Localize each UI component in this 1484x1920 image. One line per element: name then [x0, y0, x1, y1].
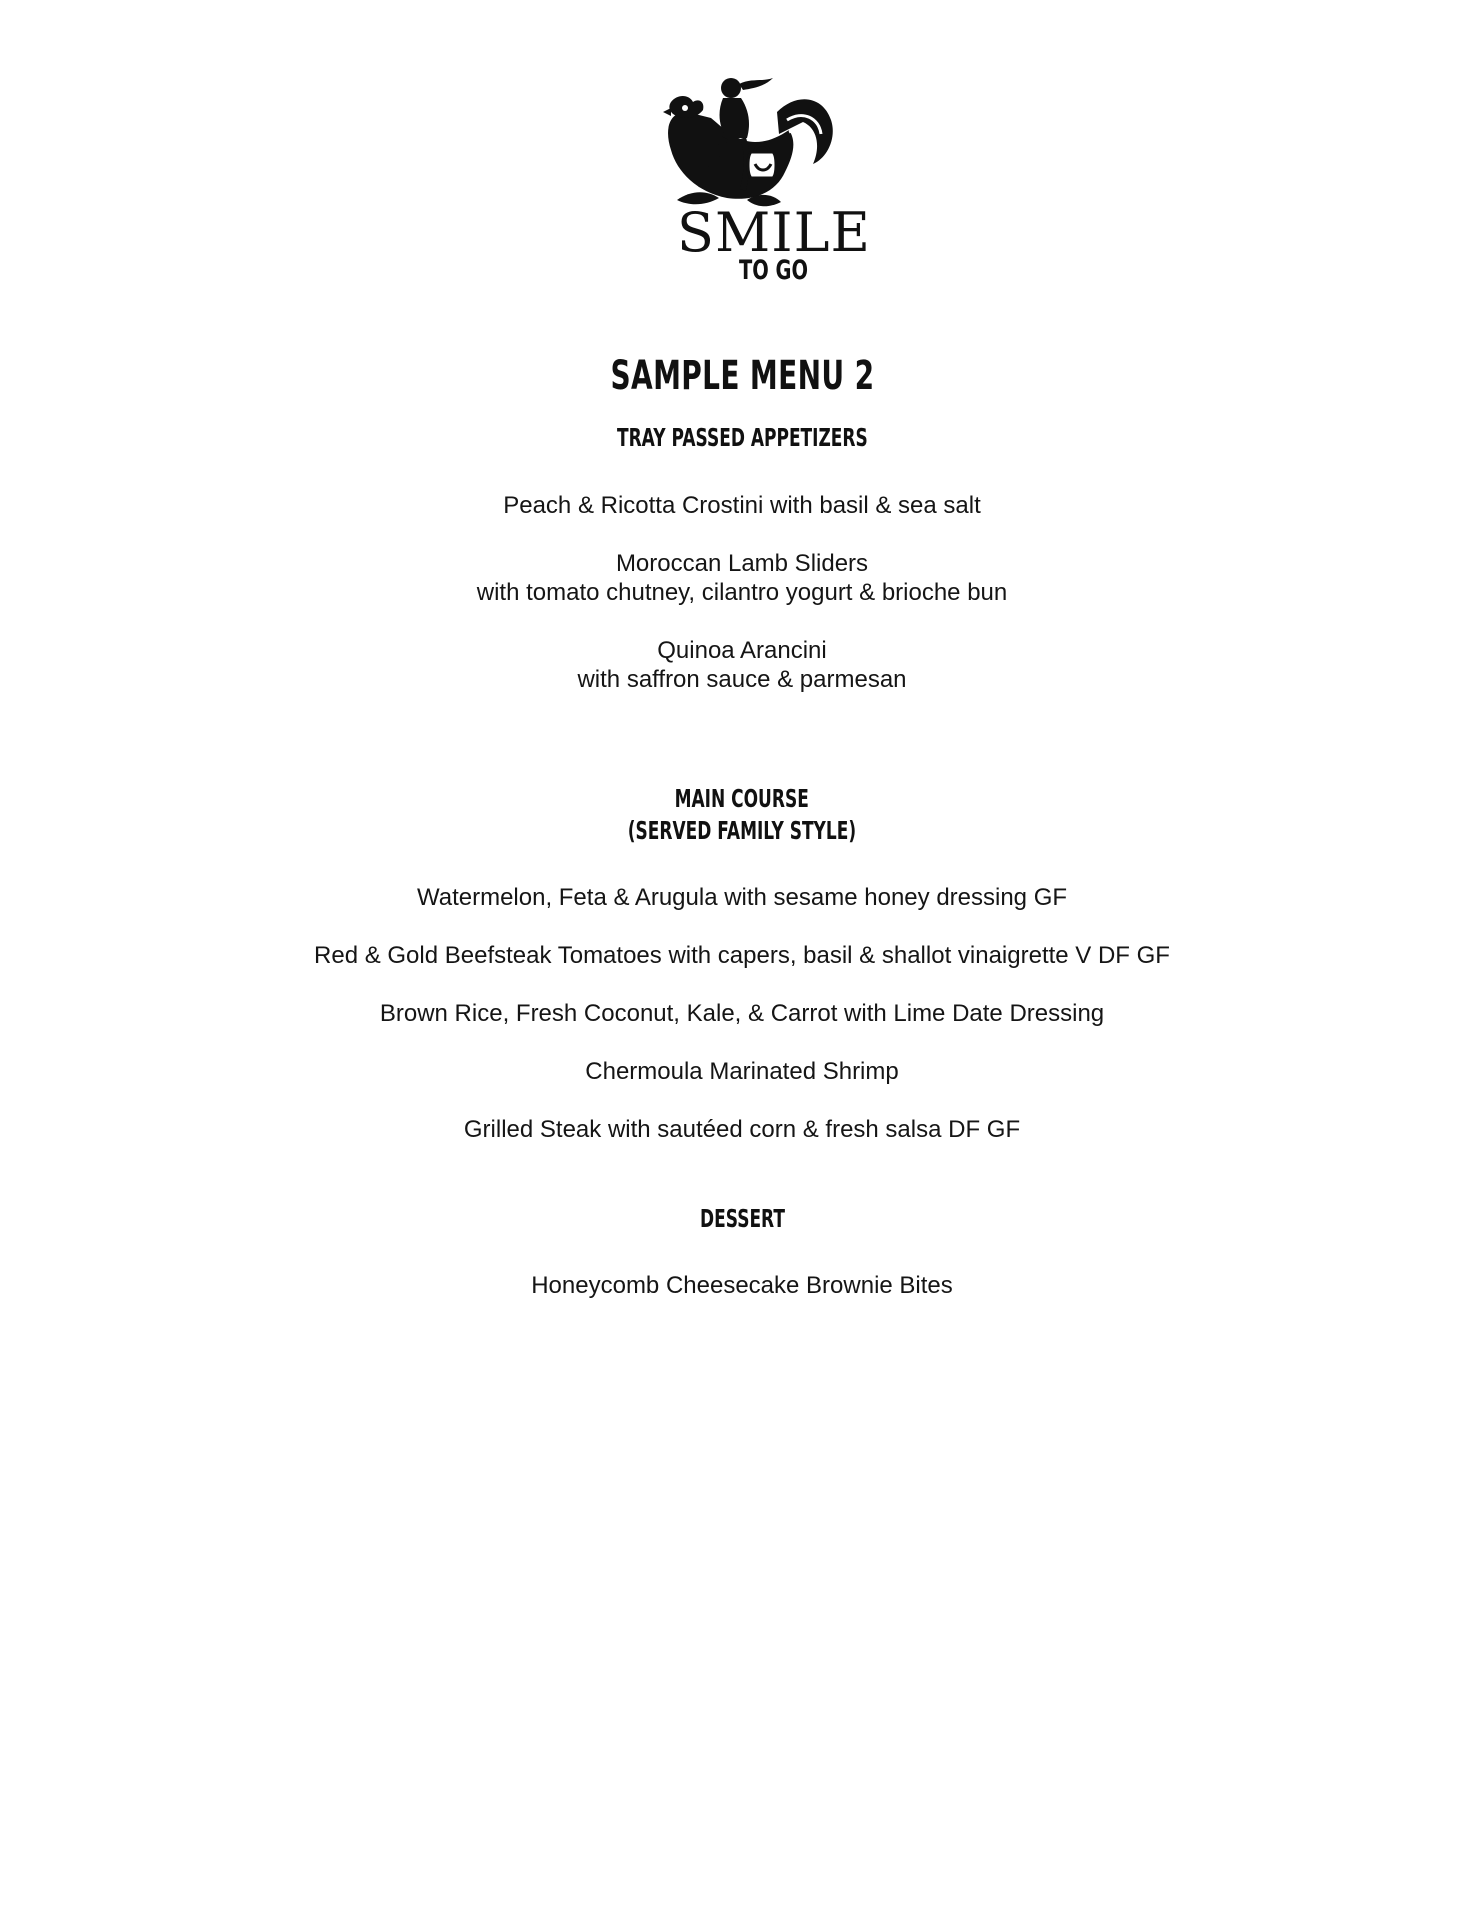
logo-tagline: TO GO	[739, 255, 809, 286]
rooster-rider-illustration	[627, 72, 849, 212]
smile-to-go-logo	[627, 72, 871, 292]
menu-item: Watermelon, Feta & Arugula with sesame honey dressing GF	[416, 884, 1068, 911]
menu-item: Grilled Steak with sautéed corn & fresh salsa DF GF	[463, 1116, 1021, 1143]
menu-item: Peach & Ricotta Crostini with basil & sea salt	[503, 492, 981, 519]
menu-item: Chermoula Marinated Shrimp	[585, 1058, 899, 1085]
menu-item: Moroccan Lamb Sliders with tomato chutney, cilantro yogurt & brioche bun	[476, 550, 1008, 606]
logo-wordmark: SMILE	[677, 201, 871, 264]
menu-item: Brown Rice, Fresh Coconut, Kale, & Carrot with Lime Date Dressing	[379, 1000, 1105, 1027]
menu-item: Quinoa Arancini with saffron sauce & parmesan	[577, 637, 907, 693]
section-heading-main-course: MAIN COURSE (SERVED FAMILY STYLE)	[627, 784, 857, 845]
section-heading-appetizers: TRAY PASSED APPETIZERS	[616, 423, 868, 452]
page-title: SAMPLE MENU 2	[610, 353, 874, 399]
section-heading-dessert: DESSERT	[699, 1204, 785, 1233]
menu-item: Red & Gold Beefsteak Tomatoes with capers, basil & shallot vinaigrette V DF GF	[314, 942, 1170, 969]
menu-item: Honeycomb Cheesecake Brownie Bites	[531, 1272, 953, 1299]
